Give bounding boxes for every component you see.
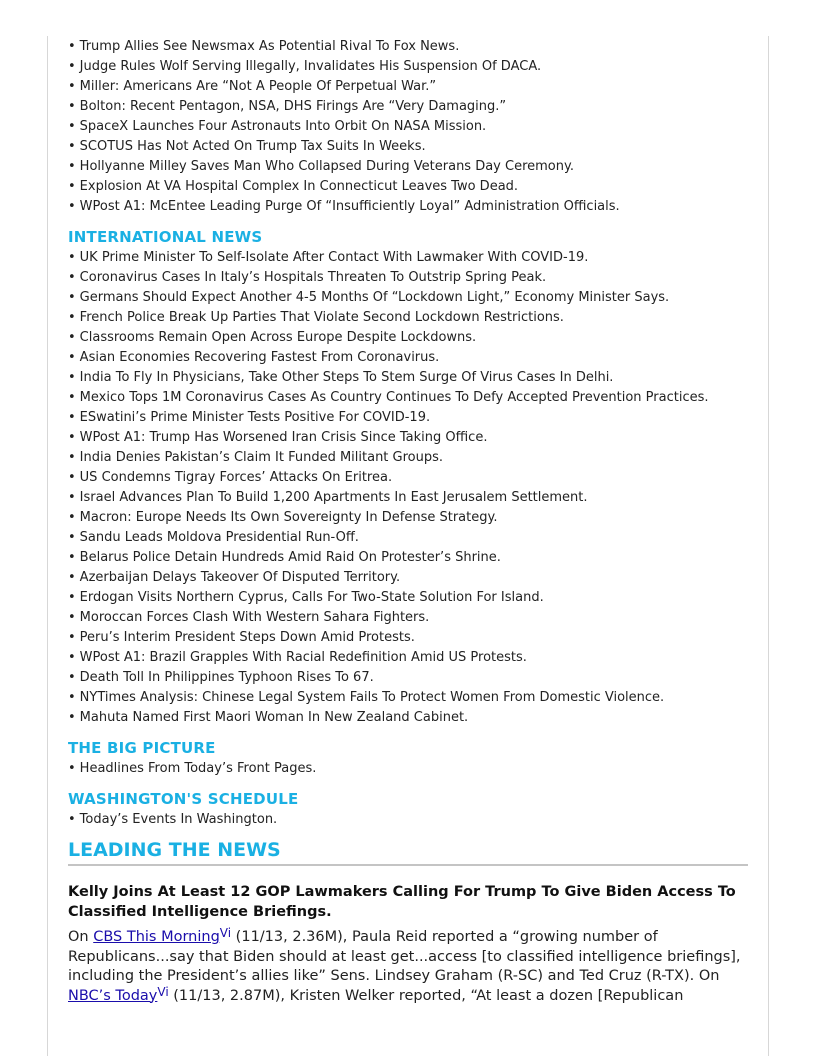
story-headline[interactable]: Kelly Joins At Least 12 GOP Lawmakers Calling For Trump To Give Biden Access To Classified Intelligence Briefings. (68, 884, 736, 920)
list-item-text[interactable]: Explosion At VA Hospital Complex In Connecticut Leaves Two Dead. (79, 179, 519, 194)
international-news-list (68, 248, 748, 728)
list-item-text[interactable]: Israel Advances Plan To Build 1,200 Apartments In East Jerusalem Settlement. (79, 490, 588, 505)
bullet-icon: • (68, 270, 76, 285)
story-text-2: (11/13, 2.87M), Kristen Welker reported, “At least a dozen [Republican (168, 987, 684, 1004)
list-item[interactable] (68, 157, 748, 177)
section-title-international: INTERNATIONAL NEWS (68, 228, 263, 246)
bullet-icon: • (68, 310, 76, 325)
bullet-icon: • (68, 179, 76, 194)
list-item-text[interactable]: SCOTUS Has Not Acted On Trump Tax Suits In Weeks. (79, 139, 426, 154)
bullet-icon: • (68, 812, 76, 827)
list-item[interactable] (68, 708, 748, 728)
list-item-text[interactable]: Judge Rules Wolf Serving Illegally, Invalidates His Suspension Of DACA. (79, 59, 542, 74)
bullet-icon: • (68, 570, 76, 585)
list-item-text[interactable]: Asian Economies Recovering Fastest From Coronavirus. (79, 350, 440, 365)
list-item-text[interactable]: Moroccan Forces Clash With Western Sahara Fighters. (79, 610, 430, 625)
video-icon[interactable]: Vi (157, 984, 169, 999)
list-item-text[interactable]: Miller: Americans Are “Not A People Of Perpetual War.” (79, 79, 437, 94)
source-link-nbc-today[interactable]: NBC’s Today (68, 987, 158, 1004)
washington-schedule-list (68, 810, 748, 830)
list-item[interactable] (68, 508, 748, 528)
list-item[interactable] (68, 628, 748, 648)
list-item[interactable] (68, 608, 748, 628)
list-item[interactable] (68, 268, 748, 288)
bullet-icon: • (68, 330, 76, 345)
list-item-text[interactable]: Sandu Leads Moldova Presidential Run-Off. (79, 530, 359, 545)
newsletter-content (68, 37, 748, 1006)
bullet-icon: • (68, 710, 76, 725)
list-item[interactable] (68, 137, 748, 157)
bullet-icon: • (68, 761, 76, 776)
list-item-text[interactable]: Hollyanne Milley Saves Man Who Collapsed During Veterans Day Ceremony. (79, 159, 574, 174)
list-item[interactable] (68, 248, 748, 268)
list-item-text[interactable]: WPost A1: Brazil Grapples With Racial Redefinition Amid US Protests. (79, 650, 527, 665)
bullet-icon: • (68, 119, 76, 134)
section-title-big-picture: THE BIG PICTURE (68, 739, 216, 757)
list-item[interactable] (68, 448, 748, 468)
section-title-leading-the-news: LEADING THE NEWS (68, 838, 748, 866)
bullet-icon: • (68, 290, 76, 305)
domestic-news-list (68, 37, 748, 217)
list-item[interactable] (68, 428, 748, 448)
bullet-icon: • (68, 690, 76, 705)
list-item-text[interactable]: Erdogan Visits Northern Cyprus, Calls For Two-State Solution For Island. (79, 590, 544, 605)
story-body (68, 928, 748, 1006)
list-item[interactable] (68, 648, 748, 668)
list-item[interactable] (68, 568, 748, 588)
list-item-text[interactable]: Mexico Tops 1M Coronavirus Cases As Country Continues To Defy Accepted Prevention Practices. (79, 390, 709, 405)
bullet-icon: • (68, 139, 76, 154)
list-item-text[interactable]: India Denies Pakistan’s Claim It Funded Militant Groups. (79, 450, 444, 465)
list-item-text[interactable]: Bolton: Recent Pentagon, NSA, DHS Firings Are “Very Damaging.” (79, 99, 507, 114)
list-item[interactable] (68, 288, 748, 308)
bullet-icon: • (68, 430, 76, 445)
bullet-icon: • (68, 630, 76, 645)
list-item-text[interactable]: Headlines From Today’s Front Pages. (79, 761, 317, 776)
list-item-text[interactable]: Classrooms Remain Open Across Europe Despite Lockdowns. (79, 330, 477, 345)
bullet-icon: • (68, 59, 76, 74)
list-item-text[interactable]: NYTimes Analysis: Chinese Legal System Fails To Protect Women From Domestic Violence. (79, 690, 665, 705)
list-item-text[interactable]: WPost A1: McEntee Leading Purge Of “Insufficiently Loyal” Administration Officials. (79, 199, 620, 214)
list-item[interactable] (68, 57, 748, 77)
video-icon[interactable]: Vi (219, 926, 232, 940)
bullet-icon: • (68, 159, 76, 174)
bullet-icon: • (68, 670, 76, 685)
list-item[interactable] (68, 528, 748, 548)
list-item[interactable] (68, 368, 748, 388)
list-item-text[interactable]: Coronavirus Cases In Italy’s Hospitals Threaten To Outstrip Spring Peak. (79, 270, 547, 285)
list-item[interactable] (68, 77, 748, 97)
list-item-text[interactable]: French Police Break Up Parties That Violate Second Lockdown Restrictions. (79, 310, 564, 325)
list-item[interactable] (68, 408, 748, 428)
bullet-icon: • (68, 39, 76, 54)
list-item[interactable] (68, 328, 748, 348)
bullet-icon: • (68, 250, 76, 265)
bullet-icon: • (68, 590, 76, 605)
list-item[interactable] (68, 548, 748, 568)
list-item[interactable] (68, 348, 748, 368)
list-item-text[interactable]: India To Fly In Physicians, Take Other Steps To Stem Surge Of Virus Cases In Delhi. (79, 370, 614, 385)
list-item[interactable] (68, 488, 748, 508)
bullet-icon: • (68, 390, 76, 405)
list-item-text[interactable]: Belarus Police Detain Hundreds Amid Raid On Protester’s Shrine. (79, 550, 501, 565)
bullet-icon: • (68, 99, 76, 114)
list-item-text[interactable]: Mahuta Named First Maori Woman In New Zealand Cabinet. (79, 710, 469, 725)
list-item[interactable] (68, 97, 748, 117)
list-item[interactable] (68, 759, 748, 779)
list-item-text[interactable]: Trump Allies See Newsmax As Potential Rival To Fox News. (79, 39, 460, 54)
bullet-icon: • (68, 410, 76, 425)
list-item-text[interactable]: Peru’s Interim President Steps Down Amid Protests. (79, 630, 415, 645)
list-item-text[interactable]: Today’s Events In Washington. (79, 812, 278, 827)
list-item-text[interactable]: WPost A1: Trump Has Worsened Iran Crisis Since Taking Office. (79, 430, 488, 445)
bullet-icon: • (68, 350, 76, 365)
list-item[interactable] (68, 468, 748, 488)
list-item-text[interactable]: ESwatini’s Prime Minister Tests Positive For COVID-19. (79, 410, 431, 425)
bullet-icon: • (68, 530, 76, 545)
bullet-icon: • (68, 490, 76, 505)
bullet-icon: • (68, 610, 76, 625)
bullet-icon: • (68, 510, 76, 525)
bullet-icon: • (68, 650, 76, 665)
list-item[interactable] (68, 588, 748, 608)
list-item[interactable] (68, 388, 748, 408)
list-item-text[interactable]: US Condemns Tigray Forces’ Attacks On Eritrea. (79, 470, 393, 485)
bullet-icon: • (68, 470, 76, 485)
list-item[interactable] (68, 308, 748, 328)
list-item[interactable] (68, 117, 748, 137)
story-text-on: On (68, 929, 94, 945)
list-item-text[interactable]: Germans Should Expect Another 4-5 Months Of “Lockdown Light,” Economy Minister Says. (79, 290, 670, 305)
list-item[interactable] (68, 810, 748, 830)
bullet-icon: • (68, 199, 76, 214)
list-item-text[interactable]: SpaceX Launches Four Astronauts Into Orbit On NASA Mission. (79, 119, 487, 134)
list-item-text[interactable]: UK Prime Minister To Self-Isolate After Contact With Lawmaker With COVID-19. (79, 250, 589, 265)
list-item[interactable] (68, 197, 748, 217)
list-item-text[interactable]: Azerbaijan Delays Takeover Of Disputed Territory. (79, 570, 401, 585)
list-item[interactable] (68, 668, 748, 688)
big-picture-list (68, 759, 748, 779)
list-item-text[interactable]: Death Toll In Philippines Typhoon Rises To 67. (79, 670, 374, 685)
story-text-1: (11/13, 2.36M), Paula Reid reported a “growing number of Republicans...say that Biden should at least get...access [to classified intelligence briefings], including the President’s allies like” Sens. Lindsey Graham (R-SC) and Ted Cruz (R-TX). On (68, 929, 741, 984)
section-title-washington-schedule: WASHINGTON'S SCHEDULE (68, 790, 299, 808)
list-item[interactable] (68, 37, 748, 57)
bullet-icon: • (68, 370, 76, 385)
list-item[interactable] (68, 177, 748, 197)
bullet-icon: • (68, 450, 76, 465)
list-item[interactable] (68, 688, 748, 708)
bullet-icon: • (68, 550, 76, 565)
source-link-cbs-this-morning[interactable]: CBS This Morning (93, 929, 220, 945)
bullet-icon: • (68, 79, 76, 94)
list-item-text[interactable]: Macron: Europe Needs Its Own Sovereignty In Defense Strategy. (79, 510, 498, 525)
